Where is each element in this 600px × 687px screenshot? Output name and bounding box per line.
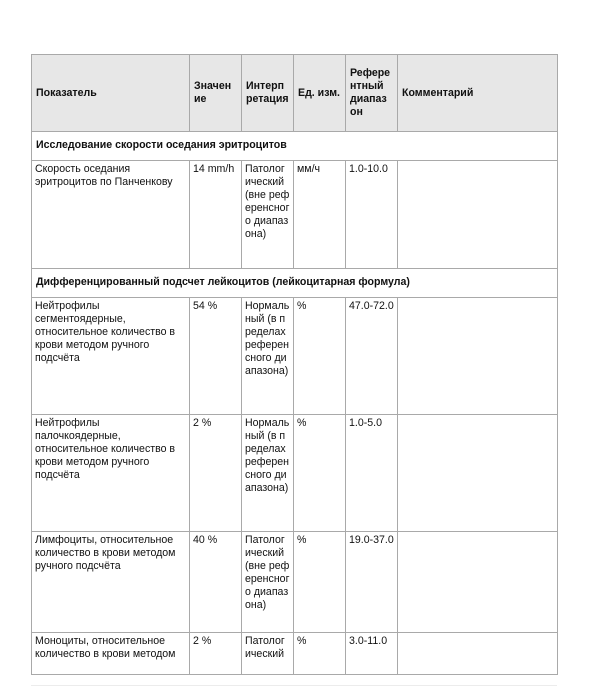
cell-name: Моноциты, относительное количество в крови методом: [32, 633, 190, 675]
cell-comment: [398, 633, 558, 675]
header-comment: Комментарий: [398, 55, 558, 132]
cell-interpretation: Нормальный (в пределах референсного диапазона): [242, 415, 294, 532]
cell-unit: мм/ч: [294, 161, 346, 269]
cell-unit: %: [294, 532, 346, 633]
cell-comment: [398, 415, 558, 532]
section-title-esr: Исследование скорости оседания эритроцитов: [32, 132, 558, 161]
cell-value: 40 %: [190, 532, 242, 633]
cell-unit: %: [294, 633, 346, 675]
header-value: Значение: [190, 55, 242, 132]
cell-reference: 1.0-5.0: [346, 415, 398, 532]
lab-results-table: [31, 54, 558, 675]
header-reference: Референтный диапазон: [346, 55, 398, 132]
cell-unit: %: [294, 298, 346, 415]
cell-value: 54 %: [190, 298, 242, 415]
section-row-esr: [32, 132, 558, 161]
cell-unit: %: [294, 415, 346, 532]
cell-value: 2 %: [190, 633, 242, 675]
table-header-row: [32, 55, 558, 132]
header-indicator: Показатель: [32, 55, 190, 132]
cell-name: Лимфоциты, относительное количество в крови методом ручного подсчёта: [32, 532, 190, 633]
cell-interpretation: Патологический (вне референсного диапазона): [242, 161, 294, 269]
cell-value: 14 mm/h: [190, 161, 242, 269]
cell-interpretation: Патологический: [242, 633, 294, 675]
table-row: [32, 298, 558, 415]
cell-value: 2 %: [190, 415, 242, 532]
cell-reference: 47.0-72.0: [346, 298, 398, 415]
header-unit: Ед. изм.: [294, 55, 346, 132]
header-interpretation: Интерпретация: [242, 55, 294, 132]
table-row: [32, 532, 558, 633]
cell-name: Нейтрофилы палочкоядерные, относительное количество в крови методом ручного подсчёта: [32, 415, 190, 532]
table-row: [32, 415, 558, 532]
page-divider: [31, 685, 557, 686]
cell-comment: [398, 532, 558, 633]
cell-name: Скорость оседания эритроцитов по Панченкову: [32, 161, 190, 269]
table-row: [32, 633, 558, 675]
section-row-leukocytes: [32, 269, 558, 298]
cell-reference: 1.0-10.0: [346, 161, 398, 269]
section-title-leukocytes: Дифференцированный подсчет лейкоцитов (лейкоцитарная формула): [32, 269, 558, 298]
cell-comment: [398, 161, 558, 269]
cell-name: Нейтрофилы сегментоядерные, относительное количество в крови методом ручного подсчёта: [32, 298, 190, 415]
cell-reference: 19.0-37.0: [346, 532, 398, 633]
cell-interpretation: Нормальный (в пределах референсного диапазона): [242, 298, 294, 415]
table-row: [32, 161, 558, 269]
cell-comment: [398, 298, 558, 415]
cell-interpretation: Патологический (вне референсного диапазона): [242, 532, 294, 633]
cell-reference: 3.0-11.0: [346, 633, 398, 675]
